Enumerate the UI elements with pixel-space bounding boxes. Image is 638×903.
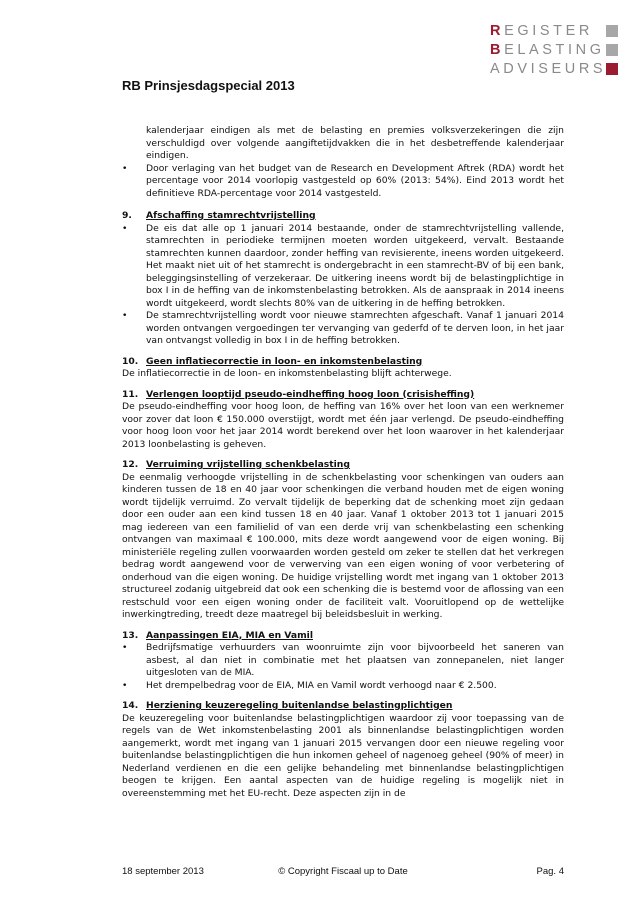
bullet-text: De stamrechtvrijstelling wordt voor nieuwe stamrechten afgeschaft. Vanaf 1 januari 2014 worden ontvangen vergoedingen ter vervanging van gederfd of te derven loon, in het jaar van ontvangst volledig in box I in de heffing betrokken. (146, 310, 564, 346)
section-heading (122, 459, 564, 472)
footer-page-number: Pag. 4 (536, 866, 564, 877)
bullet-item (122, 642, 564, 680)
bullet-item (122, 223, 564, 311)
section-title: Geen inflatiecorrectie in loon- en inkomstenbelasting (146, 355, 423, 367)
logo (490, 21, 618, 78)
section-paragraph: De pseudo-eindheffing voor hoog loon, de heffing van 16% over het loon van een werknemer voor zover dat loon € 150.000 overstijgt, wordt met één jaar verlengd. De pseudo-eindheffing voor hoog loon voor het jaar 2014 wordt berekend over het loon waarover in het kalenderjaar 2013 loonbelasting is geheven. (122, 401, 564, 450)
intro-bullet-list (122, 163, 564, 201)
bullet-item (122, 163, 564, 201)
logo-initial: R (490, 22, 505, 39)
logo-text (490, 42, 605, 58)
bullet-text: De eis dat alle op 1 januari 2014 bestaande, onder de stamrechtvrijstelling vallende, stamrechten in periodieke termijnen moeten worden uitgekeerd, vervalt. Bestaande stamrechten kunnen daardoor, zonder heffing van revisierente, ineens worden uitgekeerd. Het maakt niet uit of het stamrecht is ondergebracht in een stamrecht-BV of bij een bank, beleggingsinstelling of verzekeraar. De uitkering ineens wordt bij de belastingplichtige in box I in de heffing van de inkomstenbelasting betrokken. Als de aanspraak in 2014 ineens wordt uitgekeerd, wordt slechts 80% van de uitkering in de heffing betrokken. (146, 222, 564, 309)
bullet-item (122, 310, 564, 348)
section-title: Afschaffing stamrechtvrijstelling (146, 210, 316, 221)
section-number: 9. (122, 210, 132, 221)
section-paragraph: De inflatiecorrectie in de loon- en inkomstenbelasting blijft achterwege. (122, 368, 452, 379)
section-number: 10. (122, 355, 139, 367)
footer-date: 18 september 2013 (122, 866, 204, 877)
section-heading (122, 700, 564, 713)
bullet-icon: • (122, 222, 128, 234)
section-paragraph: De keuzeregeling voor buitenlandse belastingplichtigen waardoor zij voor toepassing van de regels van de Wet inkomstenbelasting 2001 als binnenlandse belastingplichtigen worden aangemerkt, wordt met ingang van 1 januari 2015 vervangen door een nieuwe regeling voor buitenlandse belastingplichtigen die hun inkomen geheel of nagenoeg geheel (90% of meer) in Nederland verdienen en die een gelijke behandeling met binnenlandse belastingplichtigen beogen te krijgen. Een aantal aspecten van de huidige regeling is mogelijk niet in overeenstemming met het EU-recht. Deze aspecten zijn in de (122, 712, 564, 799)
logo-initial: B (490, 41, 505, 58)
logo-square-icon (606, 44, 618, 56)
logo-row (490, 59, 618, 78)
section-title: Verlengen looptijd pseudo-eindheffing hoog loon (crisisheffing) (146, 388, 475, 400)
logo-row (490, 40, 618, 59)
continuation-paragraph: kalenderjaar eindigen als met de belasting en premies volksverzekeringen die zijn verschuldigd over volgende aangiftetijdvakken die in het desbetreffende kalenderjaar eindigen. (146, 125, 564, 161)
bullet-icon: • (122, 679, 128, 691)
bullet-text: Het drempelbedrag voor de EIA, MIA en Vamil wordt verhoogd naar € 2.500. (146, 679, 497, 691)
logo-word: ADVISEURS (490, 60, 607, 77)
bullet-icon: • (122, 162, 128, 174)
sections (122, 210, 564, 800)
bullet-item (122, 680, 564, 693)
logo-text (490, 23, 593, 39)
section-heading (122, 389, 564, 402)
logo-text (490, 61, 606, 77)
bullet-icon: • (122, 642, 128, 653)
section-paragraph: De eenmalig verhoogde vrijstelling in de schenkbelasting voor schenkingen van ouders aan kinderen tussen de 18 en 40 jaar voor schenkingen die verband houden met de eigen woning wordt tijdelijk verruimd. Zo vervalt tijdelijk de beperking dat de schenking moet zijn gedaan door een ouder aan een kind tussen 18 en 40 jaar. Vanaf 1 oktober 2013 tot 1 januari 2015 mag iedereen van een familielid of van een derde vrij van schenkbelasting een schenking ontvangen van maximaal € 100.000, mits deze wordt aangewend voor de eigen woning. Bij ministeriële regeling zullen voorwaarden worden gesteld om zeker te stellen dat het verkregen bedrag wordt aangewend voor de verwerving van een eigen woning of voor verbetering of onderhoud van die eigen woning. De huidige vrijstelling wordt met ingang van 1 oktober 2013 structureel zodanig uitgebreid dat ook een schenking die is bestemd voor de aflossing van een restschuld voor een eigen woning onder de faciliteit valt. Vooruitlopend op de wettelijke inwerkingtreding, treedt deze maatregel bij beleidsbesluit in werking. (122, 471, 564, 620)
logo-word: ELASTING (504, 41, 605, 58)
section-heading (122, 356, 564, 369)
section-number: 12. (122, 459, 139, 470)
bullet-text: Door verlaging van het budget van de Research en Development Aftrek (RDA) wordt het percentage voor 2014 voorlopig vastgesteld op 60% (2013: 54%). Eind 2013 wordt het definitieve RDA-percentage voor 2014 vastgesteld. (146, 162, 564, 199)
bullet-text: Bedrijfsmatige verhuurders van woonruimte zijn voor bijvoorbeeld het saneren van asbest, al dan niet in combinatie met het plaatsen van zonnepanelen, niet langer uitgesloten van de MIA. (146, 642, 564, 678)
section-heading (122, 210, 564, 223)
section-title: Verruiming vrijstelling schenkbelasting (146, 459, 350, 470)
section-title: Aanpassingen EIA, MIA en Vamil (146, 629, 313, 641)
document-body (122, 125, 564, 800)
section-title: Herziening keuzeregeling buitenlandse belastingplichtigen (146, 700, 453, 711)
page-title: RB Prinsjesdagspecial 2013 (122, 78, 295, 93)
logo-row (490, 21, 618, 40)
footer-copyright: © Copyright Fiscaal up to Date (278, 866, 408, 877)
section-number: 14. (122, 700, 139, 711)
logo-square-icon (606, 25, 618, 37)
section-number: 13. (122, 629, 139, 641)
logo-word: EGISTER (504, 22, 593, 39)
section-heading (122, 630, 564, 643)
bullet-icon: • (122, 310, 128, 321)
section-number: 11. (122, 388, 139, 400)
logo-square-icon (606, 63, 618, 75)
